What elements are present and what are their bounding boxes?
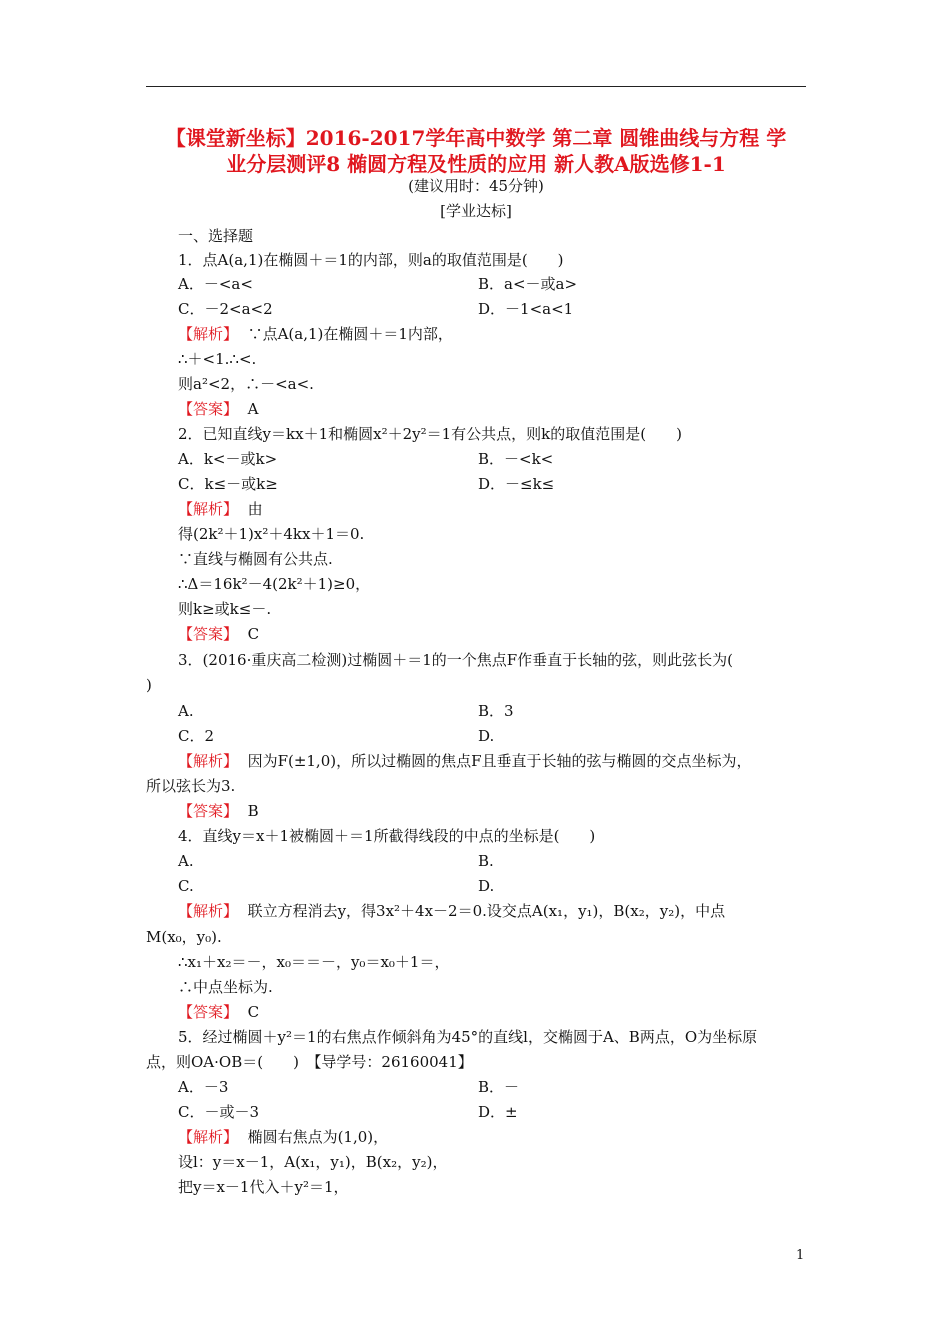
q1-analysis-text: ∵点A(a,1)在椭圆＋＝1内部， — [247, 325, 453, 343]
q5-option-a: A．－3 — [178, 1078, 229, 1096]
q2-analysis-line-1 — [178, 499, 263, 519]
q3-analysis-text: 因为F(±1,0)，所以过椭圆的焦点F且垂直于长轴的弦与椭圆的交点坐标为， — [247, 752, 752, 770]
q1-answer: A — [247, 400, 259, 418]
q3-option-c: C．2 — [178, 727, 215, 745]
q1-stem: 1．点A(a,1)在椭圆＋＝1的内部，则a的取值范围是( ) — [178, 251, 564, 269]
q4-answer-line — [178, 1002, 259, 1022]
q3-option-b: B．3 — [478, 702, 514, 720]
q4-analysis-line-2: M(x₀，y₀). — [146, 928, 222, 946]
q1-analysis-line-3: 则a²<2，∴－<a<. — [178, 375, 314, 393]
q1-analysis-line-1 — [178, 324, 453, 344]
analysis-tag: 【解析】 — [178, 325, 239, 343]
answer-tag: 【答案】 — [178, 400, 239, 418]
q1-option-c: C．－2<a<2 — [178, 300, 273, 318]
q2-answer-line — [178, 624, 259, 644]
q4-analysis-text: 联立方程消去y，得3x²＋4x－2＝0.设交点A(x₁，y₁)，B(x₂，y₂)，中点 — [247, 902, 726, 920]
q2-analysis-line-2: 得(2k²＋1)x²＋4kx＋1＝0. — [178, 525, 365, 543]
q4-option-b: B. — [478, 852, 494, 870]
q3-stem-line-2: ) — [146, 676, 152, 694]
q4-analysis-line-4: ∴中点坐标为. — [178, 978, 273, 996]
q5-stem-line-1: 5．经过椭圆＋y²＝1的右焦点作倾斜角为45°的直线l，交椭圆于A、B两点，O为坐标原 — [178, 1028, 758, 1046]
q4-answer: C — [247, 1003, 260, 1021]
q4-stem: 4．直线y＝x＋1被椭圆＋＝1所截得线段的中点的坐标是( ) — [178, 827, 596, 845]
q1-option-a: A．－<a< — [178, 275, 253, 293]
q4-option-c: C. — [178, 877, 194, 895]
doc-title-line-1: 【课堂新坐标】2016-2017学年高中数学 第二章 圆锥曲线与方程 学 — [165, 126, 787, 150]
q3-analysis-line-2: 所以弦长为3. — [146, 777, 236, 795]
q1-analysis-line-2: ∴＋<1.∴<. — [178, 350, 257, 368]
q3-option-a: A. — [178, 702, 194, 720]
q1-option-d: D．－1<a<1 — [478, 300, 574, 318]
q3-stem-line-1: 3．(2016·重庆高二检测)过椭圆＋＝1的一个焦点F作垂直于长轴的弦，则此弦长为( — [178, 651, 733, 669]
q4-option-a: A. — [178, 852, 194, 870]
q3-answer: B — [247, 802, 259, 820]
answer-tag: 【答案】 — [178, 625, 239, 643]
q5-option-d: D．± — [478, 1103, 518, 1121]
analysis-tag: 【解析】 — [178, 752, 239, 770]
part-heading: 一、选择题 — [178, 227, 254, 245]
q5-stem-line-2: 点，则OA·OB＝( ) 【导学号：26160041】 — [146, 1053, 473, 1071]
q5-option-c: C．－或－3 — [178, 1103, 260, 1121]
analysis-tag: 【解析】 — [178, 1128, 239, 1146]
q2-stem: 2．已知直线y＝kx＋1和椭圆x²＋2y²＝1有公共点，则k的取值范围是( ) — [178, 425, 682, 443]
doc-title-line-2: 业分层测评8 椭圆方程及性质的应用 新人教A版选修1-1 — [226, 152, 726, 176]
q5-analysis-line-3: 把y＝x－1代入＋y²＝1， — [178, 1178, 349, 1196]
answer-tag: 【答案】 — [178, 802, 239, 820]
q1-option-b: B．a<－或a> — [478, 275, 578, 293]
q3-analysis-line-1 — [178, 751, 752, 771]
q2-analysis-text: 由 — [247, 500, 263, 518]
q2-option-c: C．k≤－或k≥ — [178, 475, 278, 493]
q1-answer-line — [178, 399, 258, 419]
analysis-tag: 【解析】 — [178, 500, 239, 518]
q2-analysis-line-5: 则k≥或k≤－. — [178, 600, 272, 618]
section-label: [学业达标] — [440, 202, 512, 220]
q2-analysis-line-3: ∵直线与椭圆有公共点. — [178, 550, 333, 568]
q2-analysis-line-4: ∴Δ＝16k²－4(2k²＋1)≥0， — [178, 575, 371, 593]
q2-answer: C — [247, 625, 260, 643]
q5-analysis-text: 椭圆右焦点为(1,0)， — [247, 1128, 389, 1146]
header-rule — [146, 86, 806, 87]
answer-tag: 【答案】 — [178, 1003, 239, 1021]
q2-option-b: B．－<k< — [478, 450, 554, 468]
q5-option-b: B．－ — [478, 1078, 520, 1096]
q2-option-d: D．－≤k≤ — [478, 475, 555, 493]
q5-analysis-line-2: 设l：y＝x－1，A(x₁，y₁)，B(x₂，y₂)， — [178, 1153, 448, 1171]
q3-option-d: D. — [478, 727, 495, 745]
q3-answer-line — [178, 801, 259, 821]
q4-option-d: D. — [478, 877, 495, 895]
q2-option-a: A．k<－或k> — [178, 450, 278, 468]
analysis-tag: 【解析】 — [178, 902, 239, 920]
q5-analysis-line-1 — [178, 1127, 388, 1147]
q4-analysis-line-1 — [178, 901, 725, 921]
time-hint: (建议用时：45分钟) — [408, 177, 544, 195]
page-number: 1 — [796, 1248, 805, 1263]
q4-analysis-line-3: ∴x₁＋x₂＝－，x₀＝＝－，y₀＝x₀＋1＝， — [178, 953, 450, 971]
